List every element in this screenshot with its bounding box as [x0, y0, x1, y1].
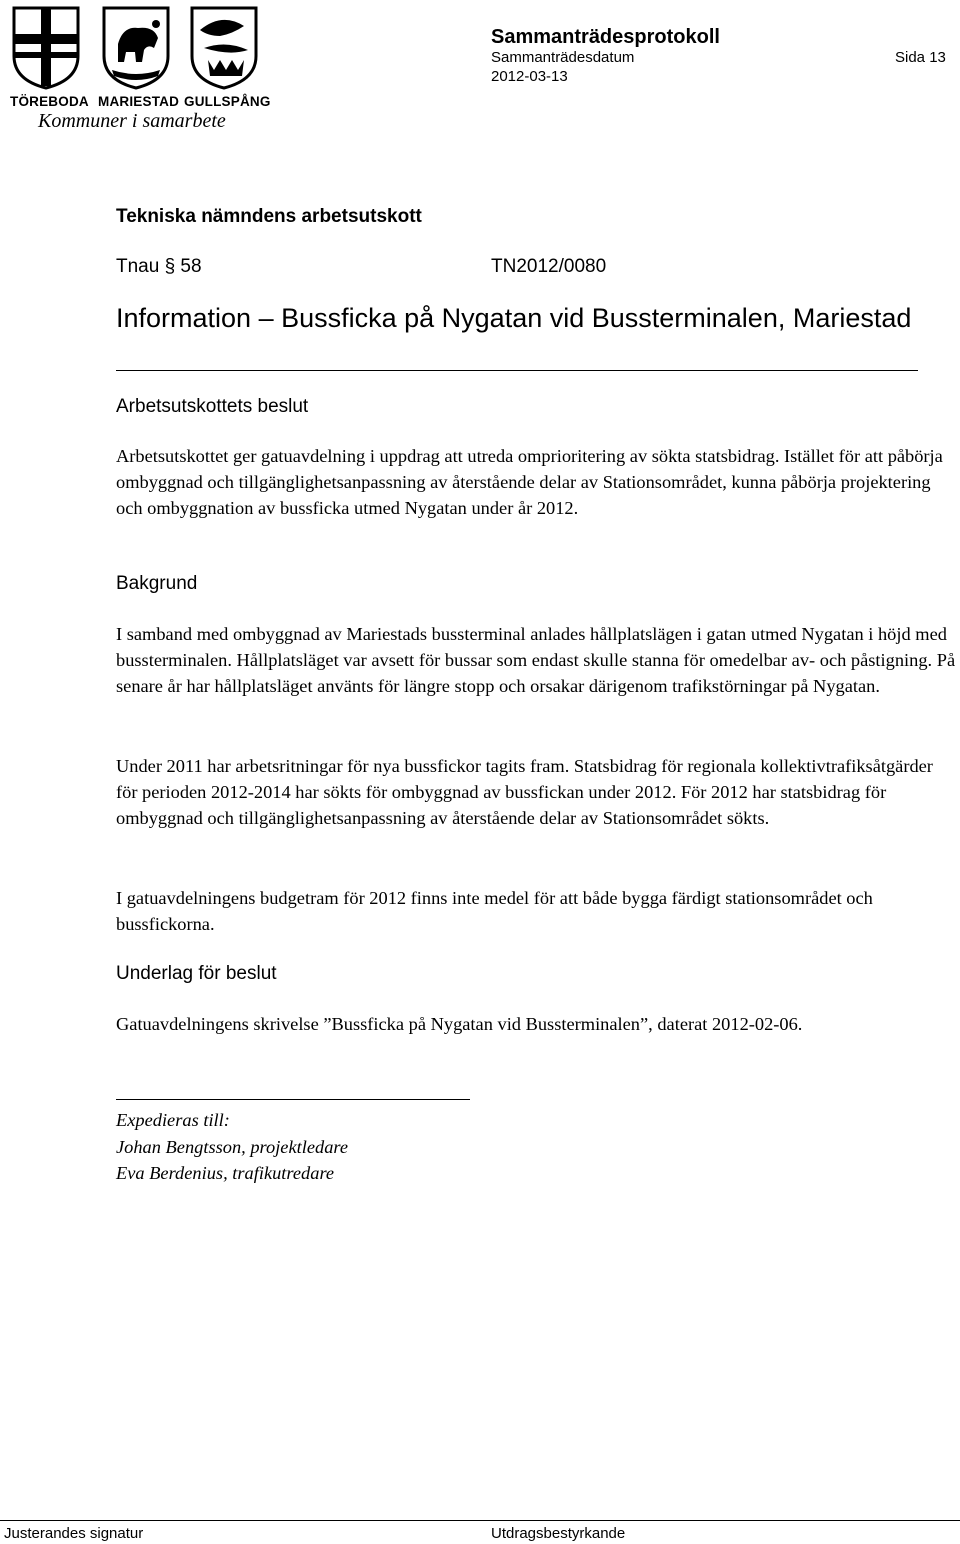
- dispatch-label: Expedieras till:: [116, 1110, 230, 1130]
- decision-text: Arbetsutskottet ger gatuavdelning i uppdrag att utreda omprioritering av sökta statsbidrag. Istället för att påbörja ombyggnad och tillgänglighetsanpassning av återstående delar av Stationsområdet, kunna påbörja projektering och ombyggnation av bussficka utmed Nygatan under år 2012.: [116, 446, 943, 518]
- dispatch-recipient: Johan Bengtsson, projektledare: [116, 1137, 349, 1157]
- coat-of-arms-icons: [8, 4, 260, 90]
- footer-divider: [0, 1520, 960, 1521]
- background-paragraph-2: Under 2011 har arbetsritningar för nya bussfickor tagits fram. Statsbidrag för regionala kollektivtrafiksåtgärder för perioden 2012-2014 har sökts för ombyggnad av bussfickan under 2012. För 2012 har statsbidrag för ombyggnad och tillgänglighetsanpassning av återstående delar av Stationsområdet sökts.: [116, 756, 933, 828]
- page-number: Sida 13: [895, 49, 946, 66]
- title-divider: [116, 370, 918, 371]
- dispatch-recipient: Eva Berdenius, trafikutredare: [116, 1163, 335, 1183]
- committee-name: Tekniska nämndens arbetsutskott: [116, 206, 422, 227]
- background-heading: Bakgrund: [116, 573, 198, 594]
- protocol-title: Sammanträdesprotokoll: [491, 26, 720, 48]
- meeting-date: 2012-03-13: [491, 68, 568, 85]
- basis-heading: Underlag för beslut: [116, 963, 277, 984]
- paragraph-reference: Tnau § 58: [116, 256, 202, 277]
- municipality-logo: [8, 4, 271, 132]
- logo-tagline: Kommuner i samarbete: [38, 110, 226, 132]
- extract-verification-label: Utdragsbestyrkande: [491, 1525, 626, 1542]
- background-paragraph-1: I samband med ombyggnad av Mariestads bussterminal anlades hållplatslägen i gatan utmed Nygatan i höjd med bussterminalen. Hållplatsläget var avsett för bussar som endast skulle stanna för omedelbar av- och påstigning. På senare år har hållplatsläget använts för längre stopp och orsakar därigenom trafikstörningar på Nygatan.: [116, 624, 956, 696]
- logo-town-gullspang: GULLSPÅNG: [184, 94, 271, 109]
- item-title: Information – Bussficka på Nygatan vid Bussterminalen, Mariestad: [116, 303, 912, 333]
- signature-label: Justerandes signatur: [4, 1525, 144, 1542]
- toreboda-shield-icon: [14, 8, 78, 88]
- background-paragraph-3: I gatuavdelningens budgetram för 2012 finns inte medel för att både bygga färdigt stationsområdet och bussfickorna.: [116, 888, 873, 934]
- basis-text: Gatuavdelningens skrivelse ”Bussficka på Nygatan vid Bussterminalen”, daterat 2012-02-06.: [116, 1014, 803, 1034]
- dispatch-divider: [116, 1099, 470, 1100]
- decision-heading: Arbetsutskottets beslut: [116, 396, 309, 417]
- gullspang-shield-icon: [192, 8, 256, 88]
- logo-town-toreboda: TÖREBODA: [10, 94, 89, 109]
- logo-town-mariestad: MARIESTAD: [98, 94, 180, 109]
- case-number: TN2012/0080: [491, 256, 607, 277]
- mariestad-shield-icon: [104, 8, 168, 88]
- meeting-date-label: Sammanträdesdatum: [491, 49, 635, 66]
